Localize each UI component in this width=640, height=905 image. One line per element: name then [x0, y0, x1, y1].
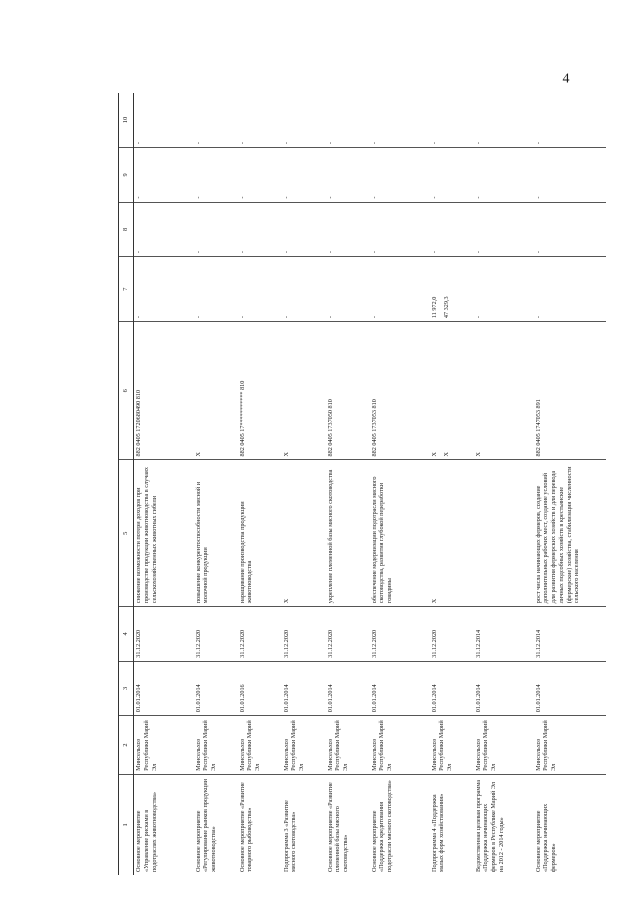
- value-col9: -: [370, 148, 430, 203]
- column-header: 7: [119, 257, 134, 322]
- end-date: 31.12.2020: [282, 607, 326, 662]
- value-col7: -: [474, 257, 534, 322]
- end-date: 31.12.2014: [474, 607, 534, 662]
- end-date: 31.12.2020: [370, 607, 430, 662]
- table-row: [238, 93, 282, 875]
- value-col8: -: [370, 202, 430, 257]
- executor: Минсельхоз Республики Марий Эл: [238, 716, 282, 775]
- value-col9: -: [474, 148, 534, 203]
- executor: Минсельхоз Республики Марий Эл: [326, 716, 370, 775]
- value-col10: -: [474, 93, 534, 148]
- table-row: [134, 93, 194, 875]
- budget-code: 882 0405 1720680490 810: [134, 322, 194, 460]
- measure-name: Основное мероприятие «Управление рисками в подотраслях животноводства»: [135, 792, 158, 872]
- budget-code: 882 0405 17*********** 810: [238, 322, 282, 460]
- value-col10: -: [238, 93, 282, 148]
- start-date: 01.01.2014: [326, 661, 370, 716]
- value-line: 47 329,3: [443, 296, 451, 319]
- value-col8: -: [238, 202, 282, 257]
- column-header: 2: [119, 716, 134, 775]
- budget-code: X: [474, 322, 534, 460]
- expected-result: повышение конкурентоспособности мясной и молочной продукции: [194, 460, 238, 607]
- column-header: 1: [119, 774, 134, 875]
- start-date: 01.01.2014: [474, 661, 534, 716]
- column-header: 9: [119, 148, 134, 203]
- end-date: 31.12.2020: [134, 607, 194, 662]
- program-name: Ведомственная целевая программа «Поддержка начинающих фермеров в Республике Марий Эл на 2012 - 2014 годы»: [474, 780, 505, 872]
- expected-result: укрепление племенной базы мясного скотоводства: [326, 460, 370, 607]
- column-header: 3: [119, 661, 134, 716]
- value-col7: [430, 257, 474, 322]
- value-col10: -: [430, 93, 474, 148]
- expected-result: X: [430, 460, 474, 607]
- header-row: [119, 93, 134, 875]
- expected-result: [474, 460, 534, 607]
- start-date: 01.01.2014: [534, 661, 606, 716]
- executor: Минсельхоз Республики Марий Эл: [282, 716, 326, 775]
- expected-result: наращивание производства продукции животноводства: [238, 460, 282, 607]
- budget-code: [430, 322, 474, 460]
- start-date: 01.01.2014: [134, 661, 194, 716]
- measure-name: Основное мероприятие «Развитие племенной базы мясного скотоводства»: [326, 782, 349, 872]
- subprogram-name: Подпрограмма 4 «Поддержка малых форм хозяйствования»: [430, 793, 446, 872]
- expected-result: X: [282, 460, 326, 607]
- table-row: [534, 93, 606, 875]
- executor: Минсельхоз Республики Марий Эл: [430, 716, 474, 775]
- expected-result: снижение возможности потери доходов при производстве продукции животноводства в случаях сельскохозяйственных животных гибели: [134, 460, 194, 607]
- table-row: [326, 93, 370, 875]
- value-col10: -: [134, 93, 194, 148]
- value-col9: -: [430, 148, 474, 203]
- column-header: 4: [119, 607, 134, 662]
- end-date: 31.12.2020: [194, 607, 238, 662]
- start-date: 01.01.2014: [282, 661, 326, 716]
- executor: Минсельхоз Республики Марий Эл: [134, 716, 194, 775]
- start-date: 01.01.2014: [430, 661, 474, 716]
- end-date: 31.12.2020: [238, 607, 282, 662]
- budget-code: 882 0405 1747053 891: [534, 322, 606, 460]
- value-col8: -: [134, 202, 194, 257]
- column-header: 6: [119, 322, 134, 460]
- value-col9: -: [534, 148, 606, 203]
- value-col9: -: [282, 148, 326, 203]
- table-row: [194, 93, 238, 875]
- value-col9: -: [238, 148, 282, 203]
- value-line: 11 972,0: [430, 296, 438, 319]
- executor: Минсельхоз Республики Марий Эл: [370, 716, 430, 775]
- value-col10: -: [194, 93, 238, 148]
- start-date: 01.01.2016: [238, 661, 282, 716]
- end-date: 31.12.2020: [430, 607, 474, 662]
- value-col10: -: [370, 93, 430, 148]
- value-col7: -: [534, 257, 606, 322]
- value-col7: -: [194, 257, 238, 322]
- budget-code-line: X: [443, 451, 451, 457]
- table-row: [474, 93, 534, 875]
- column-header: 5: [119, 460, 134, 607]
- subprogram-name: Подпрограмма 3 «Развитие мясного скотоводства»: [282, 800, 298, 872]
- start-date: 01.01.2014: [194, 661, 238, 716]
- value-col8: -: [326, 202, 370, 257]
- expected-result: рост числа начинающих фермеров, создание дополнительных рабочих мест, создание условий для развития фермерских хозяйств и для перевода личных подсобных хозяйств в крестьянские (фермерские) хозяйства, стабилизация численности сельского населения: [534, 460, 606, 607]
- executor: Минсельхоз Республики Марий Эл: [534, 716, 606, 775]
- column-header: 8: [119, 202, 134, 257]
- value-col8: -: [430, 202, 474, 257]
- value-col7: -: [326, 257, 370, 322]
- table-row: [282, 93, 326, 875]
- budget-code-line: X: [430, 451, 438, 457]
- measure-name: Основное мероприятие «Регулирование рынков продукции животноводства»: [194, 779, 217, 872]
- end-date: 31.12.2020: [326, 607, 370, 662]
- budget-code: 882 0405 1737050 810: [326, 322, 370, 460]
- budget-code: X: [282, 322, 326, 460]
- value-col8: -: [534, 202, 606, 257]
- start-date: 01.01.2014: [370, 661, 430, 716]
- measure-name: Основное мероприятие «Поддержка кредитования подотрасли мясного скотоводства»: [370, 780, 393, 872]
- value-col7: -: [370, 257, 430, 322]
- measure-name: Основное мероприятие «Поддержка начинающих фермеров»: [534, 803, 557, 872]
- value-col10: -: [326, 93, 370, 148]
- end-date: 31.12.2014: [534, 607, 606, 662]
- executor: Минсельхоз Республики Марий Эл: [194, 716, 238, 775]
- expected-result: обеспечение модернизации подотрасли мясного скотоводства, развития глубокой переработки говядины: [370, 460, 430, 607]
- page-number: 4: [562, 71, 570, 87]
- value-col7: -: [282, 257, 326, 322]
- budget-code: X: [194, 322, 238, 460]
- value-col9: -: [134, 148, 194, 203]
- value-col8: -: [282, 202, 326, 257]
- value-col10: -: [534, 93, 606, 148]
- measure-name: Основное мероприятие «Развитие товарного рыбоводства»: [238, 782, 254, 872]
- table-row: [430, 93, 474, 875]
- table-row: [370, 93, 430, 875]
- value-col9: -: [194, 148, 238, 203]
- value-col8: -: [194, 202, 238, 257]
- value-col7: -: [134, 257, 194, 322]
- value-col7: -: [238, 257, 282, 322]
- budget-code: 882 0405 1737053 810: [370, 322, 430, 460]
- executor: Минсельхоз Республики Марий Эл: [474, 716, 534, 775]
- measures-table: [118, 93, 606, 875]
- value-col10: -: [282, 93, 326, 148]
- value-col8: -: [474, 202, 534, 257]
- column-header: 10: [119, 93, 134, 148]
- value-col9: -: [326, 148, 370, 203]
